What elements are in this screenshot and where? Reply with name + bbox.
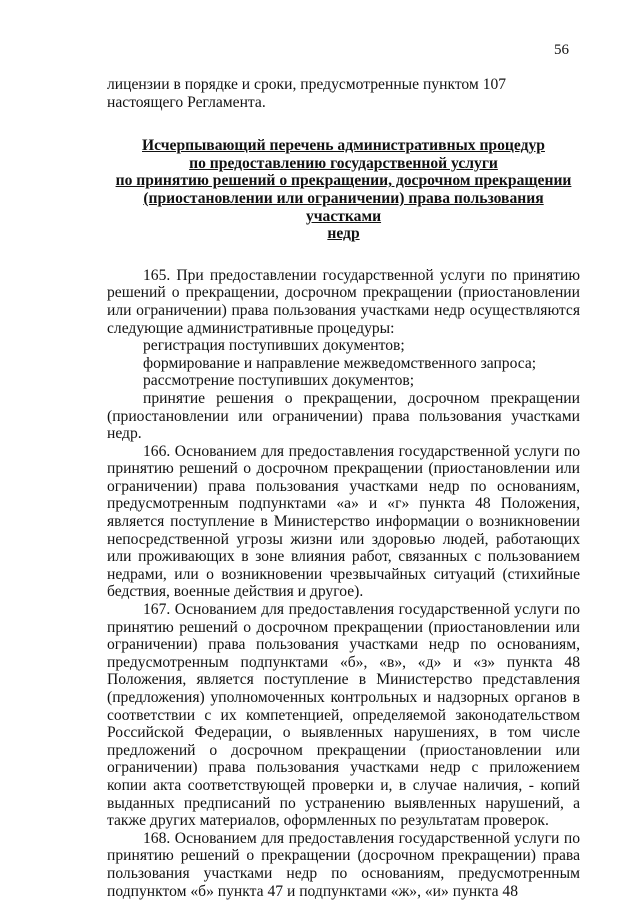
document-body bbox=[107, 76, 580, 900]
paragraph-167: 167. Основанием для предоставления государственной услуги по принятию решений о досрочном прекращении (приостановлении или ограничении) права пользования участками недр по основаниям, предусмотренным подпунктами «б», «в», «д» и «з» пункта 48 Положения, является поступление в Министерство представления (предложения) уполномоченных контрольных и надзорных органов в соответствии с их компетенцией, определяемой законодательством Российской Федерации, о выявленных нарушениях, в том числе предложений о досрочном прекращении (приостановлении или ограничении) права пользования участками недр с приложением копии акта соответствующей проверки и, в случае наличия, - копий выданных предписаний по устранению выявленных нарушений, а также других материалов, оформленных по результатам проверок. bbox=[107, 601, 580, 830]
list-item: принятие решения о прекращении, досрочном прекращении (приостановлении или ограничении) права пользования участками недр. bbox=[107, 389, 580, 443]
heading-line: недр bbox=[327, 225, 360, 243]
heading-line: по принятию решений о прекращении, досрочном прекращении bbox=[115, 172, 572, 190]
heading-line: по предоставлению государственной услуги bbox=[189, 154, 498, 172]
list-item: формирование и направление межведомственного запроса; bbox=[143, 354, 537, 372]
paragraph-166: 166. Основанием для предоставления государственной услуги по принятию решений о досрочном прекращении (приостановлении или ограничении) права пользования участками недр по основаниям, предусмотренным подпунктами «а» и «г» пункта 48 Положения, является поступление в Министерство информации о возникновении непосредственной угрозы жизни или здоровью людей, работающих или проживающих в зоне влияния работ, связанных с пользованием недрами, или о возникновении чрезвычайных ситуаций (стихийные бедствия, военные действия и другое). bbox=[107, 442, 580, 601]
heading-line: Исчерпывающий перечень административных процедур bbox=[142, 137, 545, 155]
list-item: рассмотрение поступивших документов; bbox=[143, 372, 415, 390]
section-heading bbox=[107, 137, 580, 243]
intro-text: лицензии в порядке и сроки, предусмотренные пунктом 107 настоящего Регламента. bbox=[107, 76, 507, 111]
paragraph-168: 168. Основанием для предоставления государственной услуги по принятию решений о прекращении (досрочном прекращении) права пользования участками недр по основаниям, предусмотренным подпунктом «б» пункта 47 и подпунктами «ж», «и» пункта 48 bbox=[107, 829, 580, 900]
page-number: 56 bbox=[554, 42, 569, 58]
list-item: регистрация поступивших документов; bbox=[143, 337, 405, 355]
heading-line: (приостановлении или ограничении) права пользования участками bbox=[143, 189, 544, 225]
paragraph-165: 165. При предоставлении государственной услуги по принятию решений о прекращении, досрочном прекращении (приостановлении или ограничении) права пользования участками недр осуществляются следующие административные процедуры: bbox=[107, 266, 580, 337]
